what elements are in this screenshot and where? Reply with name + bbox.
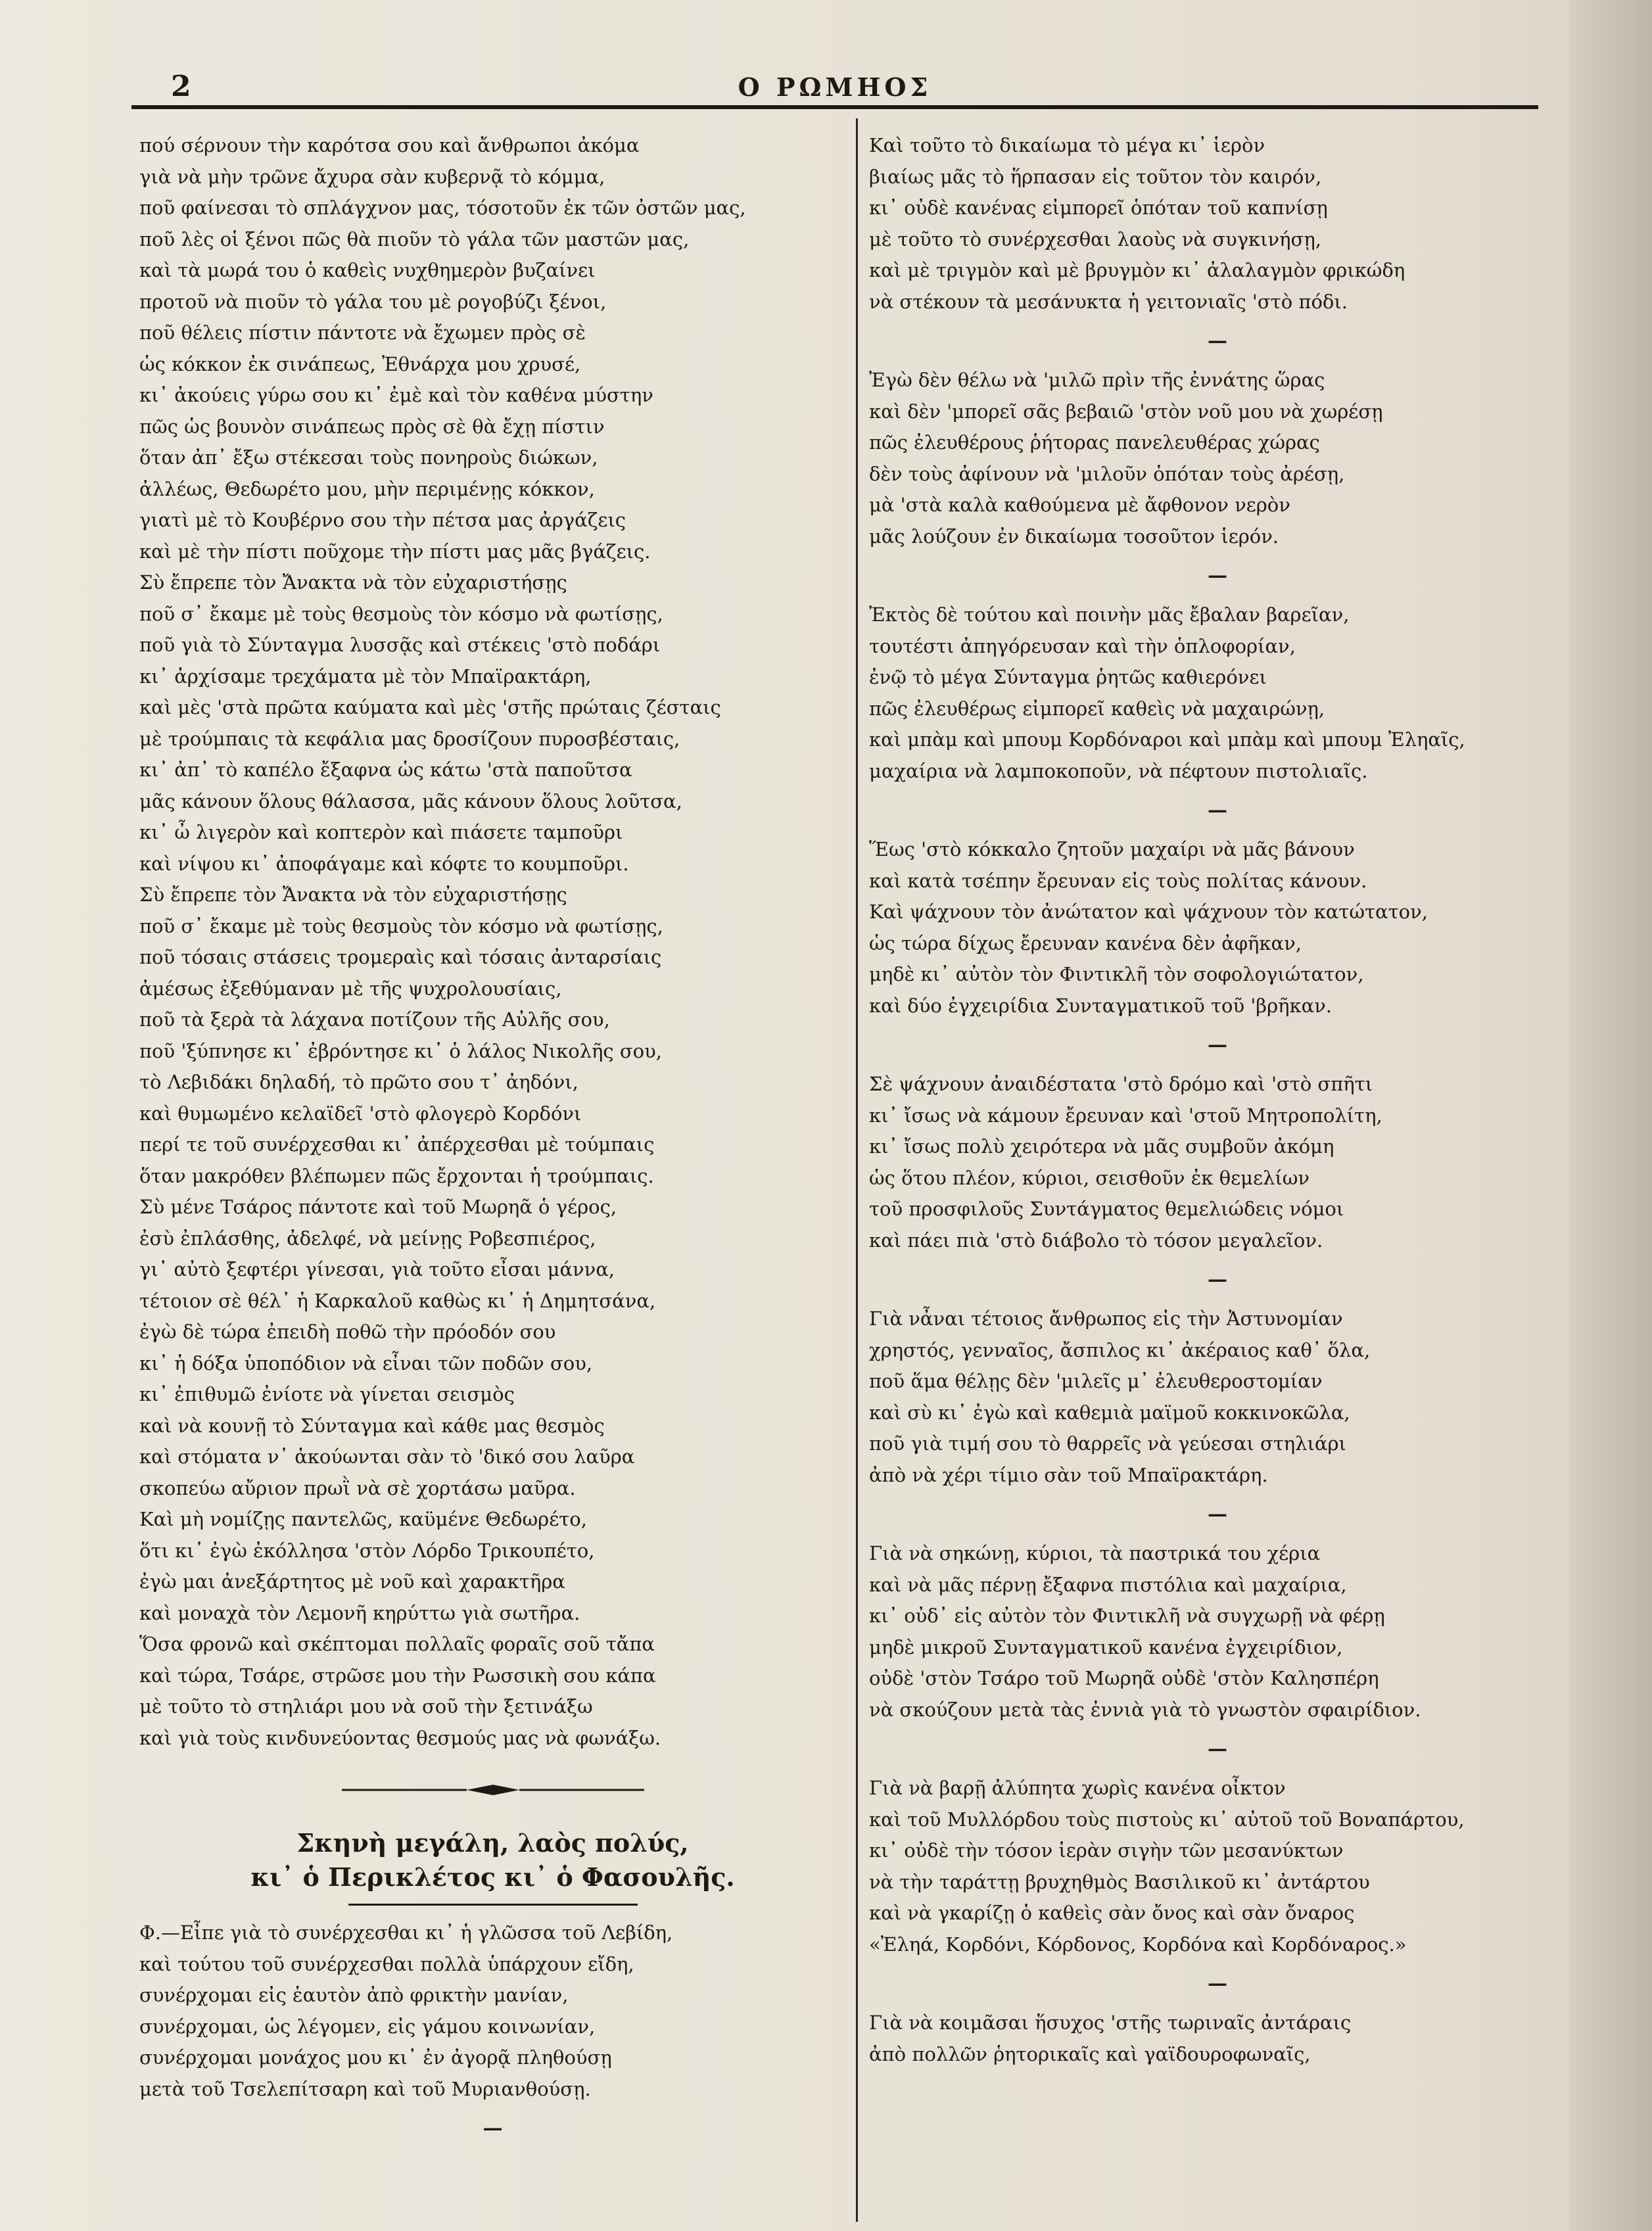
text-line: μηδὲ μικροῦ Συνταγματικοῦ κανένα ἐγχειρίδιον, [869, 1635, 1343, 1658]
text-line: μᾶς κάνουν ὅλους θάλασσα, μᾶς κάνουν ὅλους λοῦτσα, [139, 789, 682, 812]
text-line: καὶ γιὰ τοὺς κινδυνεύοντας θεσμούς μας νὰ φωνάξω. [139, 1726, 661, 1749]
text-line: προτοῦ νὰ πιοῦν τὸ γάλα του μὲ ρογοβύζι ξένοι, [139, 290, 607, 313]
text-line: «Ἐληά, Κορδόνι, Κόρδονος, Κορδόνα καὶ Κορδόναρος.» [869, 1933, 1407, 1956]
stanza-separator: — [1208, 1268, 1227, 1291]
text-line: Γιὰ νἆναι τέτοιος ἄνθρωπος εἰς τὴν Ἀστυνομίαν [869, 1307, 1343, 1330]
text-line: μὲ τοῦτο τὸ συνέρχεσθαι λαοὺς νὰ συγκινήσῃ, [869, 227, 1321, 250]
text-line: Σὺ ἔπρεπε τὸν Ἄνακτα νὰ τὸν εὐχαριστήσῃς [139, 883, 567, 906]
stanza [869, 599, 1566, 787]
text-line: καὶ τοῦ Μυλλόρδου τοὺς πιστοὺς κι᾿ αὐτοῦ τοῦ Βοναπάρτου, [869, 1808, 1465, 1831]
masthead: Ο ΡΩΜΗΟΣ [738, 72, 932, 102]
text-line: χρηστός, γενναῖος, ἄσπιλος κι᾿ ἀκέραιος καθ᾿ ὅλα, [869, 1338, 1371, 1361]
text-line: ἀπὸ νὰ χέρι τίμιο σὰν τοῦ Μπαϊρακτάρη. [869, 1463, 1268, 1486]
stanza-separator: — [1208, 564, 1227, 587]
text-line: δὲν τοὺς ἀφίνουν νὰ 'μιλοῦν ὁπόταν τοὺς ἀρέσῃ, [869, 462, 1345, 485]
text-line: ὡς ὅτου πλέον, κύριοι, σεισθοῦν ἐκ θεμελίων [869, 1166, 1310, 1189]
text-line: κι᾿ ἐπιθυμῶ ἐνίοτε νὰ γίνεται σεισμὸς [139, 1383, 515, 1405]
text-line: ὡς τώρα δίχως ἔρευναν κανένα δὲν ἀφῆκαν, [869, 931, 1302, 954]
text-line: ποῦ γιὰ τιμή σου τὸ θαρρεῖς νὰ γεύεσαι στηλιάρι [869, 1432, 1346, 1455]
text-line: ἀπὸ πολλῶν ῥητορικαῖς καὶ γαϊδουροφωναῖς, [869, 2042, 1311, 2065]
text-line: Σὲ ψάχνουν ἀναιδέστατα 'στὸ δρόμο καὶ 'στὸ σπῆτι [869, 1073, 1373, 1095]
text-line: ποῦ θέλεις πίστιν πάντοτε νὰ ἔχωμεν πρὸς σὲ [139, 321, 586, 344]
text-line: καὶ νὰ γκαρίζῃ ὁ καθεὶς σὰν ὄνος καὶ σὰν ὄναρος [869, 1902, 1355, 1924]
text-line: καὶ μὲ τὴν πίστι ποῦχομε τὴν πίστι μας μᾶς βγάζεις. [139, 540, 651, 563]
text-line: νὰ στέκουν τὰ μεσάνυκτα ἡ γειτονιαῖς 'στὸ πόδι. [869, 290, 1348, 313]
text-line: κι᾿ ἀκούεις γύρω σου κι᾿ ἐμὲ καὶ τὸν καθένα μύστην [139, 384, 653, 406]
text-line: γιατὶ μὲ τὸ Κουβέρνο σου τὴν πέτσα μας ἀργάζεις [139, 509, 626, 531]
text-line: πῶς ἐλευθέρους ῥήτορας πανελευθέρας χώρας [869, 431, 1320, 454]
text-line: συνέρχομαι, ὡς λέγομεν, εἰς γάμου κοινωνίαν, [139, 2015, 596, 2038]
text-line: τὸ Λεβιδάκι δηλαδή, τὸ πρῶτο σου τ᾿ ἀηδόνι, [139, 1071, 578, 1093]
text-line: καὶ σὺ κι᾿ ἐγὼ καὶ καθεμιὰ μαϊμοῦ κοκκινοκῶλα, [869, 1401, 1350, 1424]
title-underline [348, 1904, 638, 1906]
text-line: κι᾿ ἀπ᾿ τὸ καπέλο ἔξαφνα ὡς κάτω 'στὰ παποῦτσα [139, 759, 632, 781]
text-line: βιαίως μᾶς τὸ ἥρπασαν εἰς τοῦτον τὸν καιρόν, [869, 165, 1322, 188]
page-edge [1570, 0, 1652, 2231]
text-line: καὶ νὰ κουνῇ τὸ Σύνταγμα καὶ κάθε μας θεσμὸς [139, 1414, 605, 1437]
stanza-separator: — [1208, 329, 1227, 352]
text-line: ἐνῷ τὸ μέγα Σύνταγμα ῥητῶς καθιερόνει [869, 666, 1267, 688]
text-line: κι᾿ ἴσως πολὺ χειρότερα νὰ μᾶς συμβοῦν ἀκόμη [869, 1135, 1334, 1158]
stanza-separator: — [1208, 799, 1227, 822]
text-line: γιὰ νὰ μὴν τρῶνε ἄχυρα σὰν κυβερνᾷ τὸ κόμμα, [139, 165, 605, 188]
text-line: οὐδὲ 'στὸν Τσάρο τοῦ Μωρηᾶ οὐδὲ 'στὸν Καλησπέρη [869, 1667, 1379, 1689]
text-line: ἐγὼ μαι ἀνεξάρτητος μὲ νοῦ καὶ χαρακτῆρα [139, 1570, 565, 1593]
text-line: κι᾿ ἀρχίσαμε τρεχάματα μὲ τὸν Μπαϊρακτάρη, [139, 665, 592, 688]
text-line: Γιὰ νὰ κοιμᾶσαι ἥσυχος 'στῆς τωριναῖς ἀντάραις [869, 2011, 1352, 2034]
text-line: ἀμέσως ἐξεθύμαναν μὲ τῆς ψυχρολουσίαις, [139, 977, 562, 1000]
page-header [131, 66, 1538, 118]
text-line: ποῦ 'ξύπνησε κι᾿ ἐβρόντησε κι᾿ ὁ λάλος Νικολῆς σου, [139, 1039, 662, 1062]
text-line: Ὅσα φρονῶ καὶ σκέπτομαι πολλαῖς φοραῖς σοῦ τἄπα [139, 1633, 655, 1655]
text-line: γι᾿ αὐτὸ ξεφτέρι γίνεσαι, γιὰ τοῦτο εἶσαι μάννα, [139, 1258, 615, 1280]
text-line: Καὶ ψάχνουν τὸν ἀνώτατον καὶ ψάχνουν τὸν κατώτατον, [869, 901, 1428, 923]
text-line: ποῦ φαίνεσαι τὸ σπλάγχνον μας, τόσοτοῦν ἐκ τῶν ὀστῶν μας, [139, 197, 746, 219]
text-line: μὰ 'στὰ καλὰ καθούμενα μὲ ἄφθονον νερὸν [869, 494, 1290, 516]
text-line: καὶ κατὰ τσέπην ἔρευναν εἰς τοὺς πολίτας κάνουν. [869, 869, 1367, 892]
text-line: καὶ τώρα, Τσάρε, στρῶσε μου τὴν Ρωσσικὴ σου κάπα [139, 1664, 656, 1687]
text-line: καὶ θυμωμένο κελαϊδεῖ 'στὸ φλογερὸ Κορδόνι [139, 1102, 582, 1125]
text-line: ποῦ τὰ ξερὰ τὰ λάχανα ποτίζουν τῆς Αὐλῆς σου, [139, 1008, 610, 1031]
text-line: μὲ τοῦτο τὸ στηλιάρι μου νὰ σοῦ τὴν ξετινάξω [139, 1695, 593, 1718]
text-line: περί τε τοῦ συνέρχεσθαι κι᾿ ἀπέρχεσθαι μὲ τούμπαις [139, 1133, 655, 1156]
stanza [869, 365, 1566, 552]
text-line: συνέρχομαι μονάχος μου κι᾿ ἐν ἀγορᾷ πληθούσῃ [139, 2046, 612, 2069]
text-line: ἀλλέως, Θεδωρέτο μου, μὴν περιμένῃς κόκκον, [139, 477, 595, 500]
text-line: κι᾿ οὐδὲ τὴν τόσον ἱερὰν σιγὴν τῶν μεσανύκτων [869, 1839, 1344, 1862]
section-title-line-1: Σκηνὴ μεγάλη, λαὸς πολύς, [296, 1828, 689, 1858]
text-line: ὅταν μακρόθεν βλέπωμεν πῶς ἔρχονται ἡ τρούμπαις. [139, 1164, 654, 1187]
column-divider [856, 118, 858, 2222]
stanza [869, 1773, 1566, 1960]
stanza-separator: — [1208, 1033, 1227, 1056]
text-line: συνέρχομαι εἰς ἑαυτὸν ἀπὸ φρικτὴν μανίαν, [139, 1984, 569, 2006]
text-line: σκοπεύω αὔριον πρωῒ νὰ σὲ χορτάσω μαῦρα. [139, 1476, 576, 1499]
text-line: καὶ πάει πιὰ 'στὸ διάβολο τὸ τόσον μεγαλεῖον. [869, 1229, 1323, 1252]
text-line: Καὶ μὴ νομίζῃς παντελῶς, καϋμένε Θεδωρέτο, [139, 1508, 587, 1530]
text-line: καὶ μοναχὰ τὸν Λεμονῆ κηρύττω γιὰ σωτῆρα. [139, 1601, 580, 1624]
stanza [869, 1303, 1566, 1491]
text-line: κι᾿ ὦ λιγερὸν καὶ κοπτερὸν καὶ πιάσετε ταμποῦρι [139, 821, 623, 843]
text-line: καὶ μὲς 'στὰ πρῶτα καύματα καὶ μὲς 'στῆς πρώταις ζέσταις [139, 696, 721, 718]
text-line: καὶ μπὰμ καὶ μπουμ Κορδόναροι καὶ μπὰμ καὶ μπουμ Ἐληαῖς, [869, 728, 1465, 751]
text-line: ποῦ σ᾿ ἔκαμε μὲ τοὺς θεσμοὺς τὸν κόσμο νὰ φωτίσῃς, [139, 914, 663, 937]
left-column [139, 130, 846, 2152]
section-title-line-2: κι᾿ ὁ Περικλέτος κι᾿ ὁ Φασουλῆς. [250, 1862, 735, 1892]
text-line: Σὺ ἔπρεπε τὸν Ἄνακτα νὰ τὸν εὐχαριστήσῃς [139, 571, 567, 594]
stanza [869, 130, 1566, 317]
text-line: τέτοιον σὲ θέλ᾿ ἡ Καρκαλοῦ καθὼς κι᾿ ἡ Δημητσάνα, [139, 1289, 656, 1312]
text-line: τουτέστι ἀπηγόρευσαν καὶ τὴν ὁπλοφορίαν, [869, 634, 1296, 657]
text-line: καὶ δύο ἐγχειρίδια Συνταγματικοῦ τοῦ 'βρῆκαν. [869, 994, 1333, 1017]
text-line: Σὺ μένε Τσάρος πάντοτε καὶ τοῦ Μωρηᾶ ὁ γέρος, [139, 1196, 617, 1218]
text-line: μὲ τρούμπαις τὰ κεφάλια μας δροσίζουν πυροσβέσταις, [139, 727, 680, 750]
text-line: νὰ σκούζουν μετὰ τὰς ἐννιὰ γιὰ τὸ γνωστὸν σφαιρίδιον. [869, 1698, 1421, 1721]
text-line: Γιὰ νὰ σηκώνῃ, κύριοι, τὰ παστρικά του χέρια [869, 1542, 1321, 1564]
dialogue-lines [139, 1917, 846, 2105]
text-line: ὅτι κι᾿ ἐγὼ ἐκόλλησα 'στὸν Λόρδο Τρικουπέτο, [139, 1539, 595, 1562]
text-line: ποῦ τόσαις στάσεις τρομεραὶς καὶ τόσαις ἀνταρσίαις [139, 946, 662, 968]
text-line: Ἕως 'στὸ κόκκαλο ζητοῦν μαχαίρι νὰ μᾶς βάνουν [869, 838, 1355, 860]
ornament-rule-icon [335, 1782, 651, 1798]
text-line: τοῦ προσφιλοῦς Συντάγματος θεμελιώδεις νόμοι [869, 1198, 1344, 1220]
text-line: πῶς ἐλευθέρως εἰμπορεῖ καθεὶς νὰ μαχαιρώνῃ, [869, 697, 1325, 720]
stanza-separator: — [1208, 1972, 1227, 1995]
poem-left-lines [139, 130, 846, 1754]
text-line: Φ.—Εἶπε γιὰ τὸ συνέρχεσθαι κι᾿ ἡ γλῶσσα τοῦ Λεβίδη, [139, 1921, 673, 1944]
section-title [139, 1826, 846, 1894]
stanza [869, 834, 1566, 1022]
text-line: καὶ νὰ μᾶς πέρνῃ ἔξαφνα πιστόλια καὶ μαχαίρια, [869, 1573, 1347, 1596]
text-line: κι᾿ ἴσως νὰ κάμουν ἔρευναν καὶ 'στοῦ Μητροπολίτη, [869, 1104, 1382, 1127]
text-line: Ἐγὼ δὲν θέλω νὰ 'μιλῶ πρὶν τῆς ἐννάτης ὥρας [869, 369, 1325, 391]
text-line: πῶς ὡς βουνὸν σινάπεως πρὸς σὲ θὰ ἔχῃ πίστιν [139, 415, 605, 438]
text-line: πού σέρνουν τὴν καρότσα σου καὶ ἄνθρωποι ἀκόμα [139, 134, 640, 156]
text-line: Καὶ τοῦτο τὸ δικαίωμα τὸ μέγα κι᾿ ἱερὸν [869, 134, 1265, 156]
text-line: ἐγὼ δὲ τώρα ἐπειδὴ ποθῶ τὴν πρόοδόν σου [139, 1321, 556, 1343]
text-line: Ἐκτὸς δὲ τούτου καὶ ποινὴν μᾶς ἔβαλαν βαρεῖαν, [869, 603, 1350, 626]
text-line: καὶ τὰ μωρά του ὁ καθεὶς νυχθημερὸν βυζαίνει [139, 259, 596, 281]
stanza [869, 2008, 1566, 2070]
stanza-separator: — [1208, 1503, 1227, 1526]
text-line: ὡς κόκκον ἐκ σινάπεως, Ἐθνάρχα μου χρυσέ, [139, 352, 581, 375]
text-line: καὶ στόματα ν᾿ ἀκούωνται σὰν τὸ 'δικό σου λαῦρα [139, 1445, 635, 1468]
stanza [869, 1069, 1566, 1256]
right-column [869, 130, 1566, 2070]
text-line: ὅταν ἀπ᾿ ἔξω στέκεσαι τοὺς πονηροὺς διώκων, [139, 446, 598, 469]
text-line: μᾶς λούζουν ἐν δικαίωμα τοσοῦτον ἱερόν. [869, 525, 1279, 548]
stanza [869, 1538, 1566, 1726]
stanza-separator: — [1208, 1737, 1227, 1760]
text-line: νὰ τὴν ταράττῃ βρυχηθμὸς Βασιλικοῦ κι᾿ ἀντάρτου [869, 1870, 1370, 1893]
text-line: καὶ δὲν 'μπορεῖ σᾶς βεβαιῶ 'στὸν νοῦ μου νὰ χωρέσῃ [869, 400, 1383, 423]
text-line: Γιὰ νὰ βαρῇ ἀλύπητα χωρὶς κανένα οἶκτον [869, 1777, 1286, 1799]
text-line: ἐσὺ ἐπλάσθης, ἀδελφέ, νὰ μείνῃς Ροβεσπιέρος, [139, 1227, 596, 1250]
text-line: καὶ νίψου κι᾿ ἀποφάγαμε καὶ κόφτε το κουμποῦρι. [139, 852, 629, 875]
header-rule [131, 105, 1538, 109]
text-line: μαχαίρια νὰ λαμποκοποῦν, νὰ πέφτουν πιστολιαῖς. [869, 759, 1368, 782]
text-line: κι᾿ οὐδ᾿ εἰς αὐτὸν τὸν Φιντικλῆ νὰ συγχωρῇ νὰ φέρῃ [869, 1605, 1385, 1627]
text-line: ποῦ γιὰ τὸ Σύνταγμα λυσσᾷς καὶ στέκεις 'στὸ ποδάρι [139, 634, 661, 656]
text-line: μετὰ τοῦ Τσελεπίτσαρη καὶ τοῦ Μυριανθούσῃ. [139, 2077, 591, 2100]
text-line: ποῦ λὲς οἱ ξένοι πῶς θὰ πιοῦν τὸ γάλα τῶν μαστῶν μας, [139, 227, 690, 250]
end-dash: — [483, 2117, 503, 2140]
text-line: μηδὲ κι᾿ αὐτὸν τὸν Φιντικλῆ τὸν σοφολογιώτατον, [869, 963, 1364, 985]
section-ornament [139, 1754, 846, 1826]
text-line: καὶ μὲ τριγμὸν καὶ μὲ βρυγμὸν κι᾿ ἀλαλαγμὸν φρικώδη [869, 259, 1405, 281]
text-line: ποῦ σ᾿ ἔκαμε μὲ τοὺς θεσμοὺς τὸν κόσμο νὰ φωτίσῃς, [139, 602, 663, 625]
text-line: κι᾿ ἡ δόξα ὑποπόδιον νὰ εἶναι τῶν ποδῶν σου, [139, 1351, 593, 1374]
page-number: 2 [171, 70, 191, 103]
text-line: ποῦ ἅμα θέλῃς δὲν 'μιλεῖς μ᾿ ἐλευθεροστομίαν [869, 1370, 1323, 1392]
text-line: κι᾿ οὐδὲ κανένας εἰμπορεῖ ὁπόταν τοῦ καπνίσῃ [869, 197, 1328, 219]
text-line: καὶ τούτου τοῦ συνέρχεσθαι πολλὰ ὑπάρχουν εἴδη, [139, 1952, 634, 1975]
